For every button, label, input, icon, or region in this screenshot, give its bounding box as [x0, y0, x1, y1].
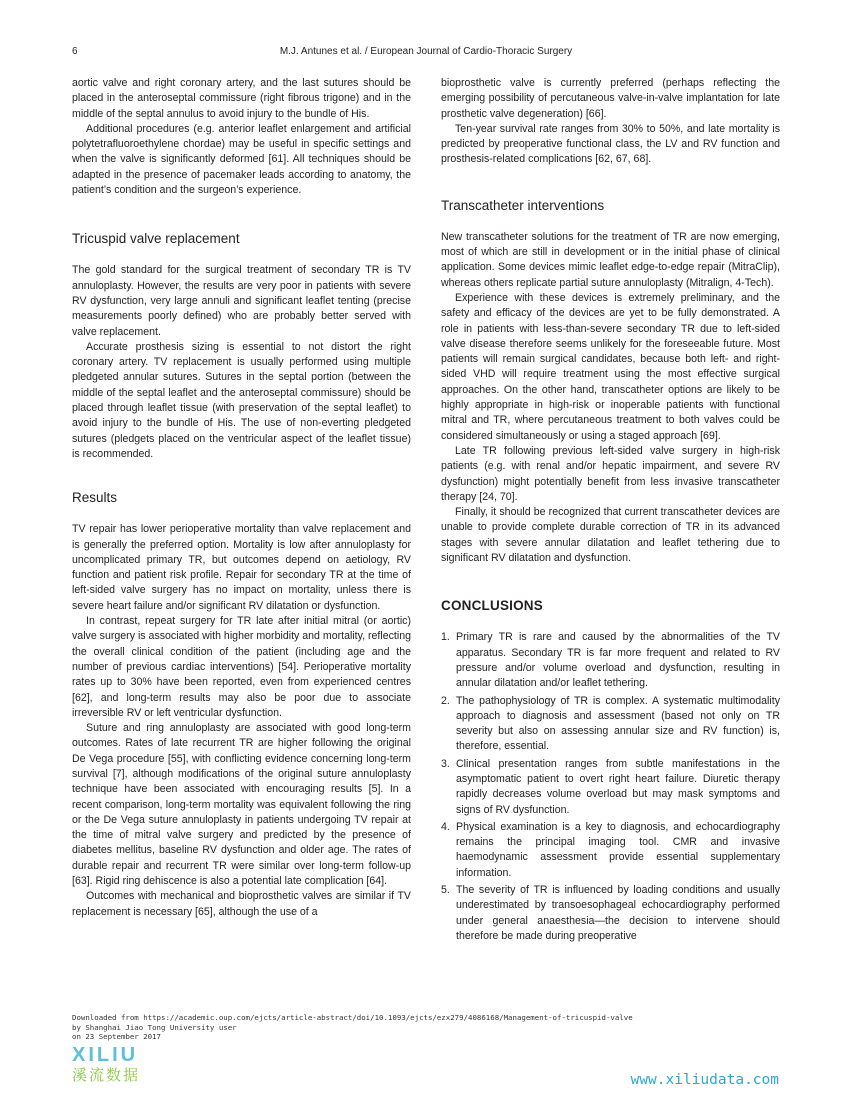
list-item-text: Physical examination is a key to diagnosis, and echocardiography remains the principal imaging tool. CMR and invasive haemodynamic assessment provide essential supplementary information.	[456, 820, 780, 879]
list-item	[441, 883, 780, 944]
body-paragraph: New transcatheter solutions for the treatment of TR are now emerging, most of which are still in development or in the initial phase of clinical application. Some devices mimic leaflet edge-to-edge repair (MitraClip), whereas others replicate partial suture annuloplasty (Mitralign, 4-Tech).	[441, 230, 780, 289]
list-number: 4.	[441, 820, 450, 833]
logo-chinese: 溪流数据	[72, 1066, 141, 1084]
journal-citation: M.J. Antunes et al. / European Journal of Cardio-Thoracic Surgery	[279, 46, 573, 57]
section-heading-results: Results	[72, 490, 118, 506]
section-heading-transcatheter: Transcatheter interventions	[441, 197, 605, 213]
page-number: 6	[72, 46, 78, 57]
body-paragraph: bioprosthetic valve is currently preferred (perhaps reflecting the emerging possibility of percutaneous valve-in-valve implantation for late prosthetic valve degeneration) [66].	[441, 77, 780, 120]
body-paragraph: Outcomes with mechanical and bioprosthetic valves are similar if TV replacement is necessary [65], although the use of a	[72, 890, 411, 918]
left-column	[72, 76, 411, 920]
website-link[interactable]: www.xiliudata.com	[630, 1072, 779, 1088]
download-line: on 23 September 2017	[72, 1032, 161, 1042]
list-number: 2.	[441, 694, 450, 707]
list-number: 5.	[441, 884, 450, 897]
body-paragraph: Finally, it should be recognized that current transcatheter devices are unable to provide complete durable correction of TR in its advanced stages with severe annular dilatation and leaflet tethering due to significant RV dilatation and dysfunction.	[441, 506, 780, 565]
list-item	[441, 757, 780, 818]
list-item-text: The severity of TR is influenced by loading conditions and usually underestimated by transoesophageal echocardiography performed under general anaesthesia—the decision to intervene should therefore be made during preoperative	[456, 884, 780, 942]
body-paragraph: Additional procedures (e.g. anterior leaflet enlargement and artificial polytetrafluoroethylene chordae) may be useful in specific settings and when the valve is significantly deformed [61]. All techniques should be adapted in the presence of pacemaker leads according to anatomy, the patient’s condition and the surgeon’s experience.	[72, 122, 411, 197]
body-paragraph: aortic valve and right coronary artery, and the last sutures should be placed in the anteroseptal commissure (right fibrous trigone) and in the middle of the septal annulus to avoid injury to the bundle of His.	[72, 77, 411, 120]
list-number: 1.	[441, 631, 450, 644]
body-paragraph: Late TR following previous left-sided valve surgery in high-risk patients (e.g. with renal and/or hepatic impairment, and severe RV dysfunction) might potentially benefit from less invasive transcatheter therapy [24, 70].	[441, 444, 780, 503]
section-heading-replacement: Tricuspid valve replacement	[72, 231, 240, 247]
list-item-text: Primary TR is rare and caused by the abnormalities of the TV apparatus. Secondary TR is far more frequent and related to RV pressure and/or volume overload and dysfunction, resulting in annular dilatation and/or leaflet tethering.	[456, 631, 780, 690]
conclusions-list	[441, 630, 780, 944]
download-line[interactable]: Downloaded from https://academic.oup.com/ejcts/article-abstract/doi/10.1093/ejcts/ezx279/4086168/Management-of-tricuspid-valve	[72, 1013, 633, 1022]
list-item	[441, 820, 780, 881]
body-paragraph: The gold standard for the surgical treatment of secondary TR is TV annuloplasty. However, the results are very poor in patients with severe RV dysfunction, very large annuli and significant leaflet tenting (precise measurements poorly defined) who are probably better served with valve replacement.	[72, 264, 411, 338]
download-line: by Shanghai Jiao Tong University user	[72, 1022, 237, 1032]
download-notice	[72, 1013, 633, 1042]
body-paragraph: In contrast, repeat surgery for TR late after initial mitral (or aortic) valve surgery is associated with higher morbidity and mortality, reflecting the overall clinical condition of the patient (including age and the number of previous cardiac interventions) [54]. Perioperative mortality rates up to 30% have been reported, even from experienced centres [62], and long-term results may also be poor due to associate irreversible RV or left ventricular dysfunction.	[72, 615, 411, 719]
body-paragraph: TV repair has lower perioperative mortality than valve replacement and is generally the preferred option. Mortality is low after annuloplasty for uncomplicated primary TR, but outcomes depend on aetiology, RV function and patient risk profile. Repair for secondary TR at the time of left-sided valve surgery has no impact on mortality, unless there is severe heart failure and/or significant RV dilatation or dysfunction.	[72, 523, 411, 612]
body-paragraph: Experience with these devices is extremely preliminary, and the safety and efficacy of the devices are yet to be fully demonstrated. A role in patients with less-than-severe secondary TR due to left-sided valve disease therefore seems unlikely for the foreseeable future. Most patients will remain surgical candidates, because both left- and right-sided VHD will require treatment using the most effective surgical approaches. On the other hand, transcatheter options are likely to be highly appropriate in high-risk or inoperable patients with functional mitral and TR, where percutaneous treatment to both valves could be considered simultaneously or using a staged approach [69].	[441, 291, 780, 442]
logo-wordmark: XILIU	[72, 1044, 139, 1066]
list-item	[441, 630, 780, 691]
list-item-text: Clinical presentation ranges from subtle manifestations in the asymptomatic patient to overt right heart failure. Diuretic therapy rapidly decreases volume overload but may mask symptoms and signs of RV dysfunction.	[456, 757, 780, 816]
list-number: 3.	[441, 757, 450, 770]
body-paragraph: Ten-year survival rate ranges from 30% to 50%, and late mortality is predicted by preoperative functional class, the LV and RV function and prosthesis-related complications [62, 67, 68].	[441, 122, 780, 166]
running-header	[72, 46, 780, 62]
right-column	[441, 76, 780, 946]
body-paragraph: Accurate prosthesis sizing is essential to not distort the right coronary artery. TV replacement is usually performed using multiple pledgeted annular sutures. Sutures in the septal portion (between the middle of the septal leaflet and the anteroseptal commissure) should be placed through leaflet tissue (with preservation of the septal leaflet) to avoid injury to the bundle of His. The use of non-everting pledgeted sutures (pledgets placed on the ventricular aspect of the leaflet tissue) is recommended.	[72, 340, 411, 460]
body-paragraph: Suture and ring annuloplasty are associated with good long-term outcomes. Rates of late recurrent TR are higher following the original De Vega procedure [55], with conflicting evidence concerning long-term survival [7], although modifications of the original suture annuloplasty technique have been associated with encouraging results [5]. In a recent comparison, long-term mortality was equivalent following the ring or the De Vega suture annuloplasty in patients undergoing TV repair at the time of mitral valve surgery and predicted by the presence of diabetes mellitus, baseline RV dysfunction and older age. The rates of durable repair and recurrent TR were similar over long-term follow-up [63]. Rigid ring dehiscence is also a potential late complication [64].	[72, 722, 411, 888]
list-item	[441, 694, 780, 755]
xiliu-logo	[72, 1044, 164, 1090]
list-item-text: The pathophysiology of TR is complex. A systematic multimodality approach to diagnosis and assessment (based not only on TR severity but also on assessing annular size and RV function) is, therefore, essential.	[456, 694, 780, 753]
section-heading-conclusions: CONCLUSIONS	[441, 598, 543, 614]
